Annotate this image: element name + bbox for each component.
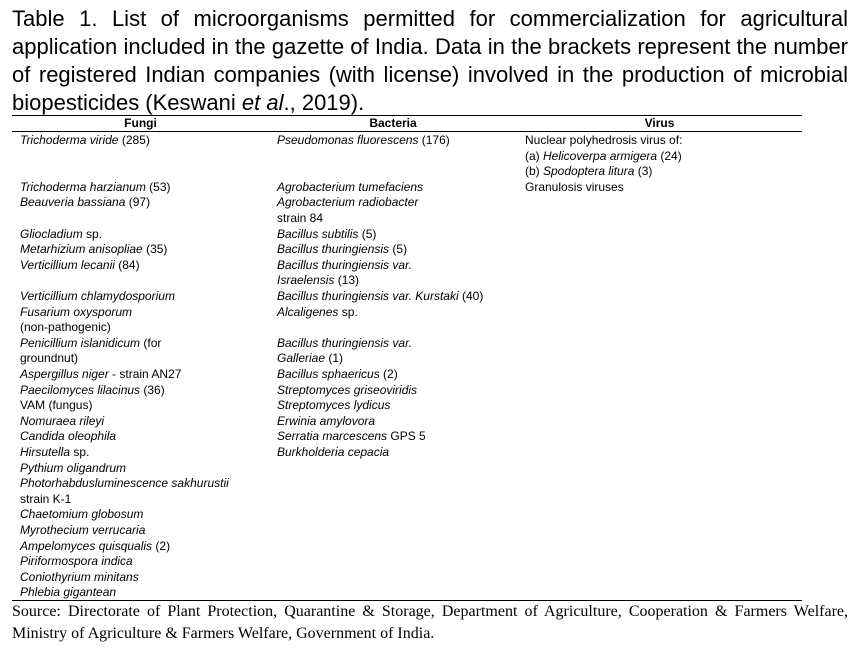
entry-text: (176) bbox=[418, 133, 450, 147]
caption-italic: et al bbox=[241, 90, 284, 115]
species-name: Paecilomyces lilacinus bbox=[20, 382, 141, 397]
bacteria-entry bbox=[277, 429, 426, 445]
entry-text: (for bbox=[140, 335, 162, 350]
entry-text: (24) bbox=[657, 148, 682, 163]
fungi-entry bbox=[20, 414, 104, 430]
header-virus: Virus bbox=[644, 116, 675, 130]
species-name: Verticillium chlamydosporium bbox=[20, 289, 175, 303]
bacteria-entry bbox=[277, 273, 359, 289]
species-name: Bacillus thuringiensis bbox=[277, 242, 390, 257]
entry-text: Nuclear polyhedrosis virus of: bbox=[525, 133, 683, 147]
species-name: Agrobacterium tumefaciens bbox=[277, 179, 424, 194]
entry-text: GPS 5 bbox=[387, 429, 426, 444]
table-caption bbox=[12, 5, 848, 117]
fungi-entry bbox=[20, 289, 175, 305]
entry-text: (5) bbox=[389, 242, 408, 257]
species-name: Trichoderma viride bbox=[20, 133, 119, 147]
entry-text: (non-pathogenic) bbox=[20, 320, 111, 335]
species-name: Alcaligenes bbox=[277, 304, 339, 319]
species-name: Fusarium oxysporum bbox=[20, 304, 133, 319]
species-name: Beauveria bassiana bbox=[20, 195, 126, 210]
entry-text: (b) bbox=[525, 164, 543, 179]
bacteria-entry bbox=[277, 258, 412, 274]
entry-text: (13) bbox=[334, 273, 360, 288]
species-name: Bacillus sphaericus bbox=[277, 367, 380, 381]
entry-text: Granulosis viruses bbox=[525, 179, 624, 194]
fungi-entry bbox=[20, 227, 102, 243]
fungi-entry bbox=[20, 570, 139, 586]
bacteria-entry bbox=[277, 305, 358, 321]
species-name: Streptomyces griseoviridis bbox=[277, 382, 418, 397]
fungi-entry bbox=[20, 367, 181, 383]
bacteria-entry bbox=[277, 336, 412, 352]
species-name: Phlebia gigantean bbox=[20, 585, 117, 600]
entry-text: (84) bbox=[114, 257, 140, 272]
species-name: Bacillus thuringiensis var. bbox=[277, 335, 412, 350]
virus-entry bbox=[525, 180, 624, 196]
entry-text: (53) bbox=[145, 179, 171, 194]
caption-text: Table 1. List of microorganisms permitted for commercialization for agricultural application included in the gazette of India. Data in the brackets represent the number of registered Indian companies (with license) involved in the production of microbial biopesticides (Keswani bbox=[12, 6, 848, 115]
species-name: Pseudomonas fluorescens bbox=[277, 133, 419, 147]
entry-text: (1) bbox=[325, 351, 344, 366]
fungi-entry bbox=[20, 195, 150, 211]
bacteria-entry bbox=[277, 133, 450, 149]
entry-text: (3) bbox=[634, 164, 653, 179]
fungi-entry bbox=[20, 242, 167, 258]
entry-text: (5) bbox=[358, 226, 377, 241]
species-name: Bacillus thuringiensis var. Kurstaki bbox=[277, 289, 459, 303]
species-name: Serratia marcescens bbox=[277, 429, 388, 444]
fungi-entry bbox=[20, 133, 150, 149]
source-note: Source: Directorate of Plant Protection, Quarantine & Storage, Department of Agriculture, Cooperation & Farmers Welfare, Ministry of Agriculture & Farmers Welfare, Government of India. bbox=[12, 603, 848, 642]
fungi-entry bbox=[20, 180, 171, 196]
species-name: Ampelomyces quisqualis bbox=[20, 538, 153, 553]
fungi-entry bbox=[20, 398, 92, 414]
species-name: Burkholderia cepacia bbox=[277, 445, 390, 459]
virus-entry bbox=[525, 149, 682, 165]
entry-text: (40) bbox=[458, 289, 484, 303]
fungi-entry bbox=[20, 445, 89, 461]
bacteria-entry bbox=[277, 351, 343, 367]
fungi-entry bbox=[20, 336, 161, 352]
species-name: Candida oleophila bbox=[20, 429, 117, 444]
fungi-entry bbox=[20, 476, 229, 492]
species-name: Aspergillus niger bbox=[20, 367, 109, 381]
species-name: Piriformospora indica bbox=[20, 554, 133, 569]
entry-text: groundnut) bbox=[20, 351, 79, 366]
entry-text: VAM (fungus) bbox=[20, 398, 93, 413]
virus-entry bbox=[525, 164, 652, 180]
entry-text: strain K-1 bbox=[20, 491, 72, 506]
bacteria-entry bbox=[277, 211, 323, 227]
fungi-entry bbox=[20, 305, 132, 321]
species-name: Erwinia amylovora bbox=[277, 413, 376, 428]
entry-text: (2) bbox=[152, 538, 171, 553]
fungi-entry bbox=[20, 461, 126, 477]
species-name: Pythium oligandrum bbox=[20, 460, 127, 475]
fungi-entry bbox=[20, 585, 116, 601]
entry-text: (2) bbox=[379, 367, 398, 381]
fungi-entry bbox=[20, 492, 71, 508]
species-name: Agrobacterium radiobacter bbox=[277, 195, 419, 210]
entry-text: sp. bbox=[70, 445, 90, 459]
header-fungi: Fungi bbox=[124, 116, 157, 130]
bacteria-entry bbox=[277, 398, 390, 414]
species-name: Israelensis bbox=[277, 273, 335, 288]
species-name: Verticillium lecanii bbox=[20, 257, 115, 272]
species-name: Myrothecium verrucaria bbox=[20, 523, 146, 537]
fungi-entry bbox=[20, 351, 78, 367]
header-bottom-rule bbox=[12, 131, 802, 132]
entry-text: (35) bbox=[142, 242, 168, 257]
fungi-entry bbox=[20, 320, 111, 336]
entry-text: (285) bbox=[118, 133, 150, 147]
species-name: Gliocladium bbox=[20, 226, 83, 241]
entry-text: (a) bbox=[525, 148, 543, 163]
bacteria-entry bbox=[277, 383, 417, 399]
species-name: Coniothyrium minitans bbox=[20, 569, 139, 584]
species-name: Helicoverpa armigera bbox=[543, 148, 658, 163]
caption-text-end: ., 2019). bbox=[283, 90, 365, 115]
fungi-entry bbox=[20, 554, 133, 570]
species-name: Bacillus subtilis bbox=[277, 226, 359, 241]
entry-text: - strain AN27 bbox=[108, 367, 182, 381]
species-name: Spodoptera litura bbox=[543, 164, 635, 179]
bacteria-entry bbox=[277, 289, 483, 305]
header-bacteria: Bacteria bbox=[369, 116, 417, 130]
bacteria-entry bbox=[277, 445, 389, 461]
species-name: Streptomyces lydicus bbox=[277, 398, 391, 413]
species-name: Metarhizium anisopliae bbox=[20, 242, 143, 257]
bacteria-entry bbox=[277, 414, 375, 430]
species-name: Galleriae bbox=[277, 351, 326, 366]
virus-entry bbox=[525, 133, 682, 149]
species-name: Bacillus thuringiensis var. bbox=[277, 257, 412, 272]
bacteria-entry bbox=[277, 180, 423, 196]
fungi-entry bbox=[20, 523, 145, 539]
species-name: Chaetomium globosum bbox=[20, 507, 144, 522]
species-name: Penicillium islanidicum bbox=[20, 335, 141, 350]
fungi-entry bbox=[20, 507, 143, 523]
fungi-entry bbox=[20, 258, 140, 274]
bacteria-entry bbox=[277, 242, 407, 258]
entry-text: strain 84 bbox=[277, 211, 324, 225]
entry-text: (97) bbox=[125, 195, 151, 210]
entry-text: sp. bbox=[82, 226, 103, 241]
species-name: Trichoderma harzianum bbox=[20, 179, 146, 194]
fungi-entry bbox=[20, 429, 116, 445]
fungi-entry bbox=[20, 539, 170, 555]
entry-text: sp. bbox=[338, 304, 358, 319]
species-name: Hirsutella bbox=[20, 445, 71, 459]
species-name: Photorhabdusluminescence sakhurustii bbox=[20, 476, 229, 491]
bacteria-entry bbox=[277, 195, 418, 211]
entry-text: (36) bbox=[140, 382, 165, 397]
species-name: Nomuraea rileyi bbox=[20, 413, 105, 428]
fungi-entry bbox=[20, 383, 165, 399]
bacteria-entry bbox=[277, 227, 376, 243]
bacteria-entry bbox=[277, 367, 398, 383]
